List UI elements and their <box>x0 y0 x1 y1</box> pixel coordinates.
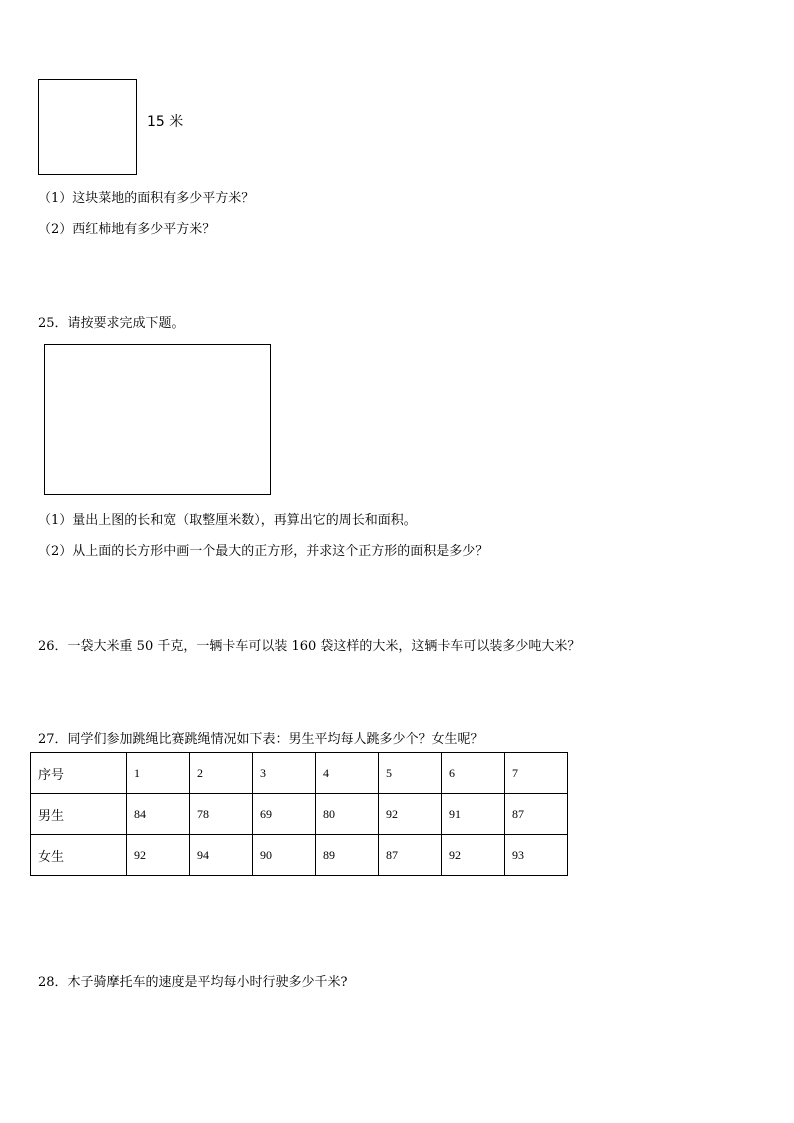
table-cell: 84 <box>127 794 190 835</box>
q25-sub1: （1）量出上图的长和宽（取整厘米数），再算出它的周长和面积。 <box>38 513 417 528</box>
table-cell: 男生 <box>31 794 127 835</box>
table-cell: 87 <box>505 794 568 835</box>
table-header-cell: 2 <box>190 753 253 794</box>
rectangle-figure <box>44 344 271 495</box>
q28-title: 28．木子骑摩托车的速度是平均每小时行驶多少千米? <box>38 975 348 990</box>
table-header-cell: 4 <box>316 753 379 794</box>
table-row <box>31 794 568 835</box>
table-row <box>31 835 568 876</box>
jump-rope-table <box>30 752 568 876</box>
table-cell: 92 <box>379 794 442 835</box>
table-cell: 92 <box>442 835 505 876</box>
q24-sub2: （2）西红柿地有多少平方米？ <box>38 222 216 237</box>
table-header-cell: 序号 <box>31 753 127 794</box>
table-cell: 69 <box>253 794 316 835</box>
q24-sub1: （1）这块菜地的面积有多少平方米？ <box>38 191 255 206</box>
table-cell: 80 <box>316 794 379 835</box>
table-cell: 87 <box>379 835 442 876</box>
table-header-cell: 3 <box>253 753 316 794</box>
q25-title: 25．请按要求完成下题。 <box>38 316 185 331</box>
figure-side-label: 15 米 <box>147 114 184 130</box>
table-cell: 78 <box>190 794 253 835</box>
q26-title: 26．一袋大米重 50 千克，一辆卡车可以装 160 袋这样的大米，这辆卡车可以装多少吨大米？ <box>38 639 581 654</box>
square-figure <box>38 79 137 175</box>
table-cell: 女生 <box>31 835 127 876</box>
table-cell: 92 <box>127 835 190 876</box>
table-row <box>31 753 568 794</box>
table-cell: 91 <box>442 794 505 835</box>
table-cell: 90 <box>253 835 316 876</box>
q27-title: 27．同学们参加跳绳比赛跳绳情况如下表：男生平均每人跳多少个？女生呢？ <box>38 732 484 747</box>
q25-sub2: （2）从上面的长方形中画一个最大的正方形，并求这个正方形的面积是多少？ <box>38 544 489 559</box>
table-cell: 94 <box>190 835 253 876</box>
table-cell: 89 <box>316 835 379 876</box>
table-header-cell: 1 <box>127 753 190 794</box>
table-header-cell: 5 <box>379 753 442 794</box>
table-cell: 93 <box>505 835 568 876</box>
table-header-cell: 7 <box>505 753 568 794</box>
table-header-cell: 6 <box>442 753 505 794</box>
